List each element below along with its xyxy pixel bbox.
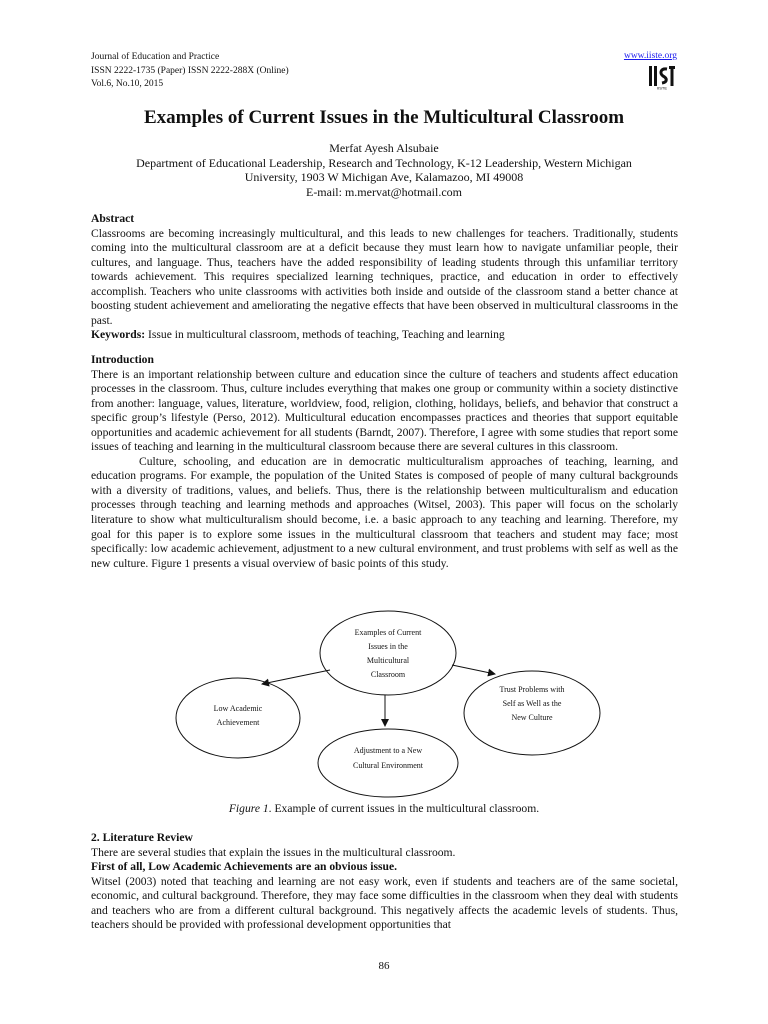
intro-paragraph-1: There is an important relationship between culture and education since the culture of teachers and students affect education processes in the classroom. Thus, culture includes everything that makes one group or community within a society distinctive from another: language, values, literature, worldview, food, religion, clothing, holidays, beliefs, and behavior that construct a specific group’s lifestyle (Perso, 2012). Multicultural education encompasses practices and theories that support equitable opportunities and academic achievement for all students (Barndt, 2007). Therefore, I agree with some studies that report some issues of teaching and learning in the multicultural classroom because there are several cultures in this classroom. — [91, 367, 678, 454]
keywords-text: Issue in multicultural classroom, methods of teaching, Teaching and learning — [145, 328, 505, 342]
literature-review-section — [91, 831, 678, 933]
intro-paragraph-2: Culture, schooling, and education are in democratic multiculturalism approaches of teaching, learning, and education programs. For example, the population of the United States is composed of people of many cultural backgrounds with a diversity of traditions, values, and beliefs. Thus, there is the relationship between multiculturalism and education processes through teaching and learning methods and approaches (Witsel, 2003). This paper will focus on the scholarly literature to show what multiculturalism should become, i.e. a basic approach to any teaching and learning. Therefore, my goal for this paper is to explore some issues in the multicultural classroom that teachers and student may face; most specifically: low academic achievement, adjustment to a new cultural environment, and trust problems with self as well as the new culture. Figure 1 presents a visual overview of basic points of this study. — [91, 454, 678, 570]
center-label-4: Classroom — [370, 670, 406, 679]
right-label-2: Self as Well as the — [502, 699, 562, 708]
right-label-3: New Culture — [511, 713, 553, 722]
left-label-1: Low Academic — [213, 704, 263, 713]
page-number: 86 — [378, 960, 390, 972]
arrow-to-left — [262, 670, 330, 684]
abstract-heading: Abstract — [91, 212, 135, 225]
volume-issue: Vol.6, No.10, 2015 — [91, 79, 164, 89]
bottom-label-1: Adjustment to a New — [353, 746, 423, 755]
issn: ISSN 2222-1735 (Paper) ISSN 2222-288X (Online) — [91, 65, 289, 76]
figure-caption-text: . Example of current issues in the multicultural classroom. — [268, 802, 540, 815]
figure-caption — [0, 802, 768, 815]
journal-header — [91, 51, 289, 92]
lit-review-paragraph-2: Witsel (2003) noted that teaching and learning are not easy work, even if students and teachers are of the same societal, economic, and cultural background. Therefore, they may face some difficulties in the classroom when they deal with students and teachers who are from a different cultural background. This negatively affects the academic levels of students. Thus, teachers should be provided with professional development opportunities that — [91, 874, 678, 932]
logo-text: IISTE — [656, 85, 668, 90]
keywords-label: Keywords: — [91, 328, 146, 342]
figure-1-diagram — [170, 610, 690, 800]
author-name: Merfat Ayesh Alsubaie — [329, 141, 439, 155]
bottom-label-2: Cultural Environment — [353, 761, 423, 770]
abstract-section — [91, 212, 678, 343]
left-label-2: Achievement — [216, 718, 260, 727]
node-center-ellipse — [320, 611, 456, 695]
author-block — [0, 141, 768, 199]
keywords-line — [91, 328, 678, 343]
author-email: E-mail: m.mervat@hotmail.com — [305, 184, 462, 199]
center-label-2: Issues in the — [368, 642, 408, 651]
lit-review-subheading: First of all, Low Academic Achievements are an obvious issue. — [91, 860, 398, 874]
figure-caption-label: Figure 1 — [228, 802, 269, 815]
affiliation-line-1: Department of Educational Leadership, Research and Technology, K-12 Leadership, Western Michigan — [136, 155, 632, 170]
lit-review-heading: 2. Literature Review — [91, 831, 193, 844]
abstract-text: Classrooms are becoming increasingly multicultural, and this leads to new challenges for teachers. Traditionally, students coming into the multicultural classroom are at a deficit because they must learn how to navigate unfamiliar people, their cultures, and language. Thus, teachers have the added responsibility of leading students through this unfamiliar territory towards achievement. This requires specialized learning techniques, practice, and education in order to effectively accomplish. Teachers who unite classrooms with activities both inside and outside of the classroom stand a better chance at boosting student achievement and ameliorating the negative effects that have been observed in multicultural classrooms in the past. — [91, 226, 678, 327]
journal-website-link[interactable]: www.iiste.org — [623, 51, 677, 61]
introduction-heading: Introduction — [91, 353, 154, 366]
affiliation-line-2: University, 1903 W Michigan Ave, Kalamazoo, MI 49008 — [244, 170, 524, 184]
right-label-1: Trust Problems with — [499, 685, 565, 694]
center-label-1: Examples of Current — [354, 628, 422, 637]
paper-title: Examples of Current Issues in the Multicultural Classroom — [143, 107, 625, 128]
introduction-section — [91, 353, 678, 571]
iiste-logo — [648, 64, 676, 90]
center-label-3: Multicultural — [366, 656, 410, 665]
journal-name: Journal of Education and Practice — [91, 52, 220, 62]
arrow-to-right — [452, 665, 495, 674]
lit-review-paragraph-1: There are several studies that explain the issues in the multicultural classroom. — [91, 845, 456, 859]
